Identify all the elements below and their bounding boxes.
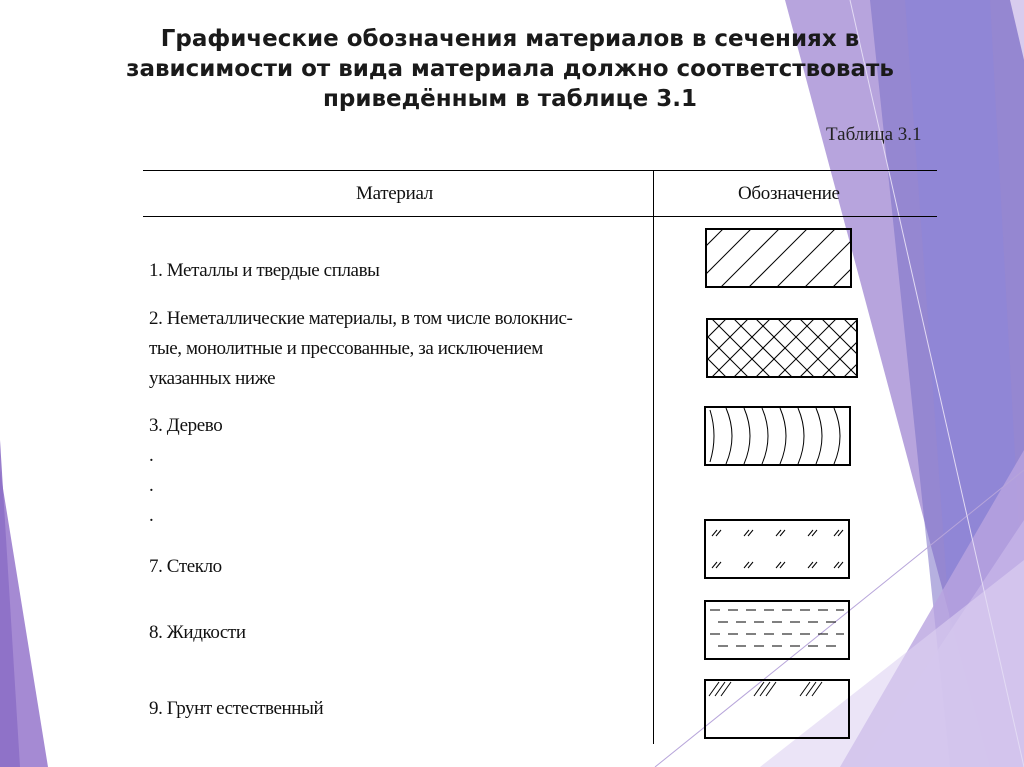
table-top-rule [143, 170, 937, 171]
table-row-soil [149, 694, 659, 724]
row-label: 3. Дерево [149, 415, 223, 436]
column-header-designation: Обозначение [738, 183, 840, 204]
row-label: 8. Жидкости [149, 622, 246, 643]
row-label: тые, монолитные и прессованные, за исключением [149, 338, 543, 359]
row-label: указанных ниже [149, 368, 276, 389]
slide-title-line: Графические обозначения материалов в сечениях в [160, 26, 860, 52]
row-label: 2. Неметаллические материалы, в том числе волокнис- [149, 308, 573, 329]
slide-title-line: приведённым в таблице 3.1 [322, 86, 698, 112]
glass-strokes-icon [704, 519, 850, 579]
slide-title-line: зависимости от вида материала должно соответствовать [126, 56, 894, 82]
column-header-material: Материал [356, 183, 433, 204]
ellipsis-dot: . [149, 445, 154, 466]
diagonal-hatch-icon [705, 228, 852, 288]
row-label: 1. Металлы и твердые сплавы [149, 260, 380, 281]
ellipsis-dot: . [149, 475, 154, 496]
table-row-liquids [149, 618, 659, 648]
row-label: 9. Грунт естественный [149, 698, 324, 719]
table-caption: Таблица 3.1 [826, 124, 922, 145]
slide-title [60, 24, 960, 114]
table-row-wood [149, 411, 659, 441]
row-label: 7. Стекло [149, 556, 222, 577]
soil-hatch-icon [704, 679, 850, 739]
table-row-nonmetals [149, 304, 659, 394]
table-row-glass [149, 552, 659, 582]
table-header-rule [143, 216, 937, 217]
cross-hatch-icon [706, 318, 858, 378]
ellipsis-dot: . [149, 505, 154, 526]
liquid-dashes-icon [704, 600, 850, 660]
table-row-metals [149, 256, 659, 286]
wood-arcs-icon [704, 406, 851, 466]
